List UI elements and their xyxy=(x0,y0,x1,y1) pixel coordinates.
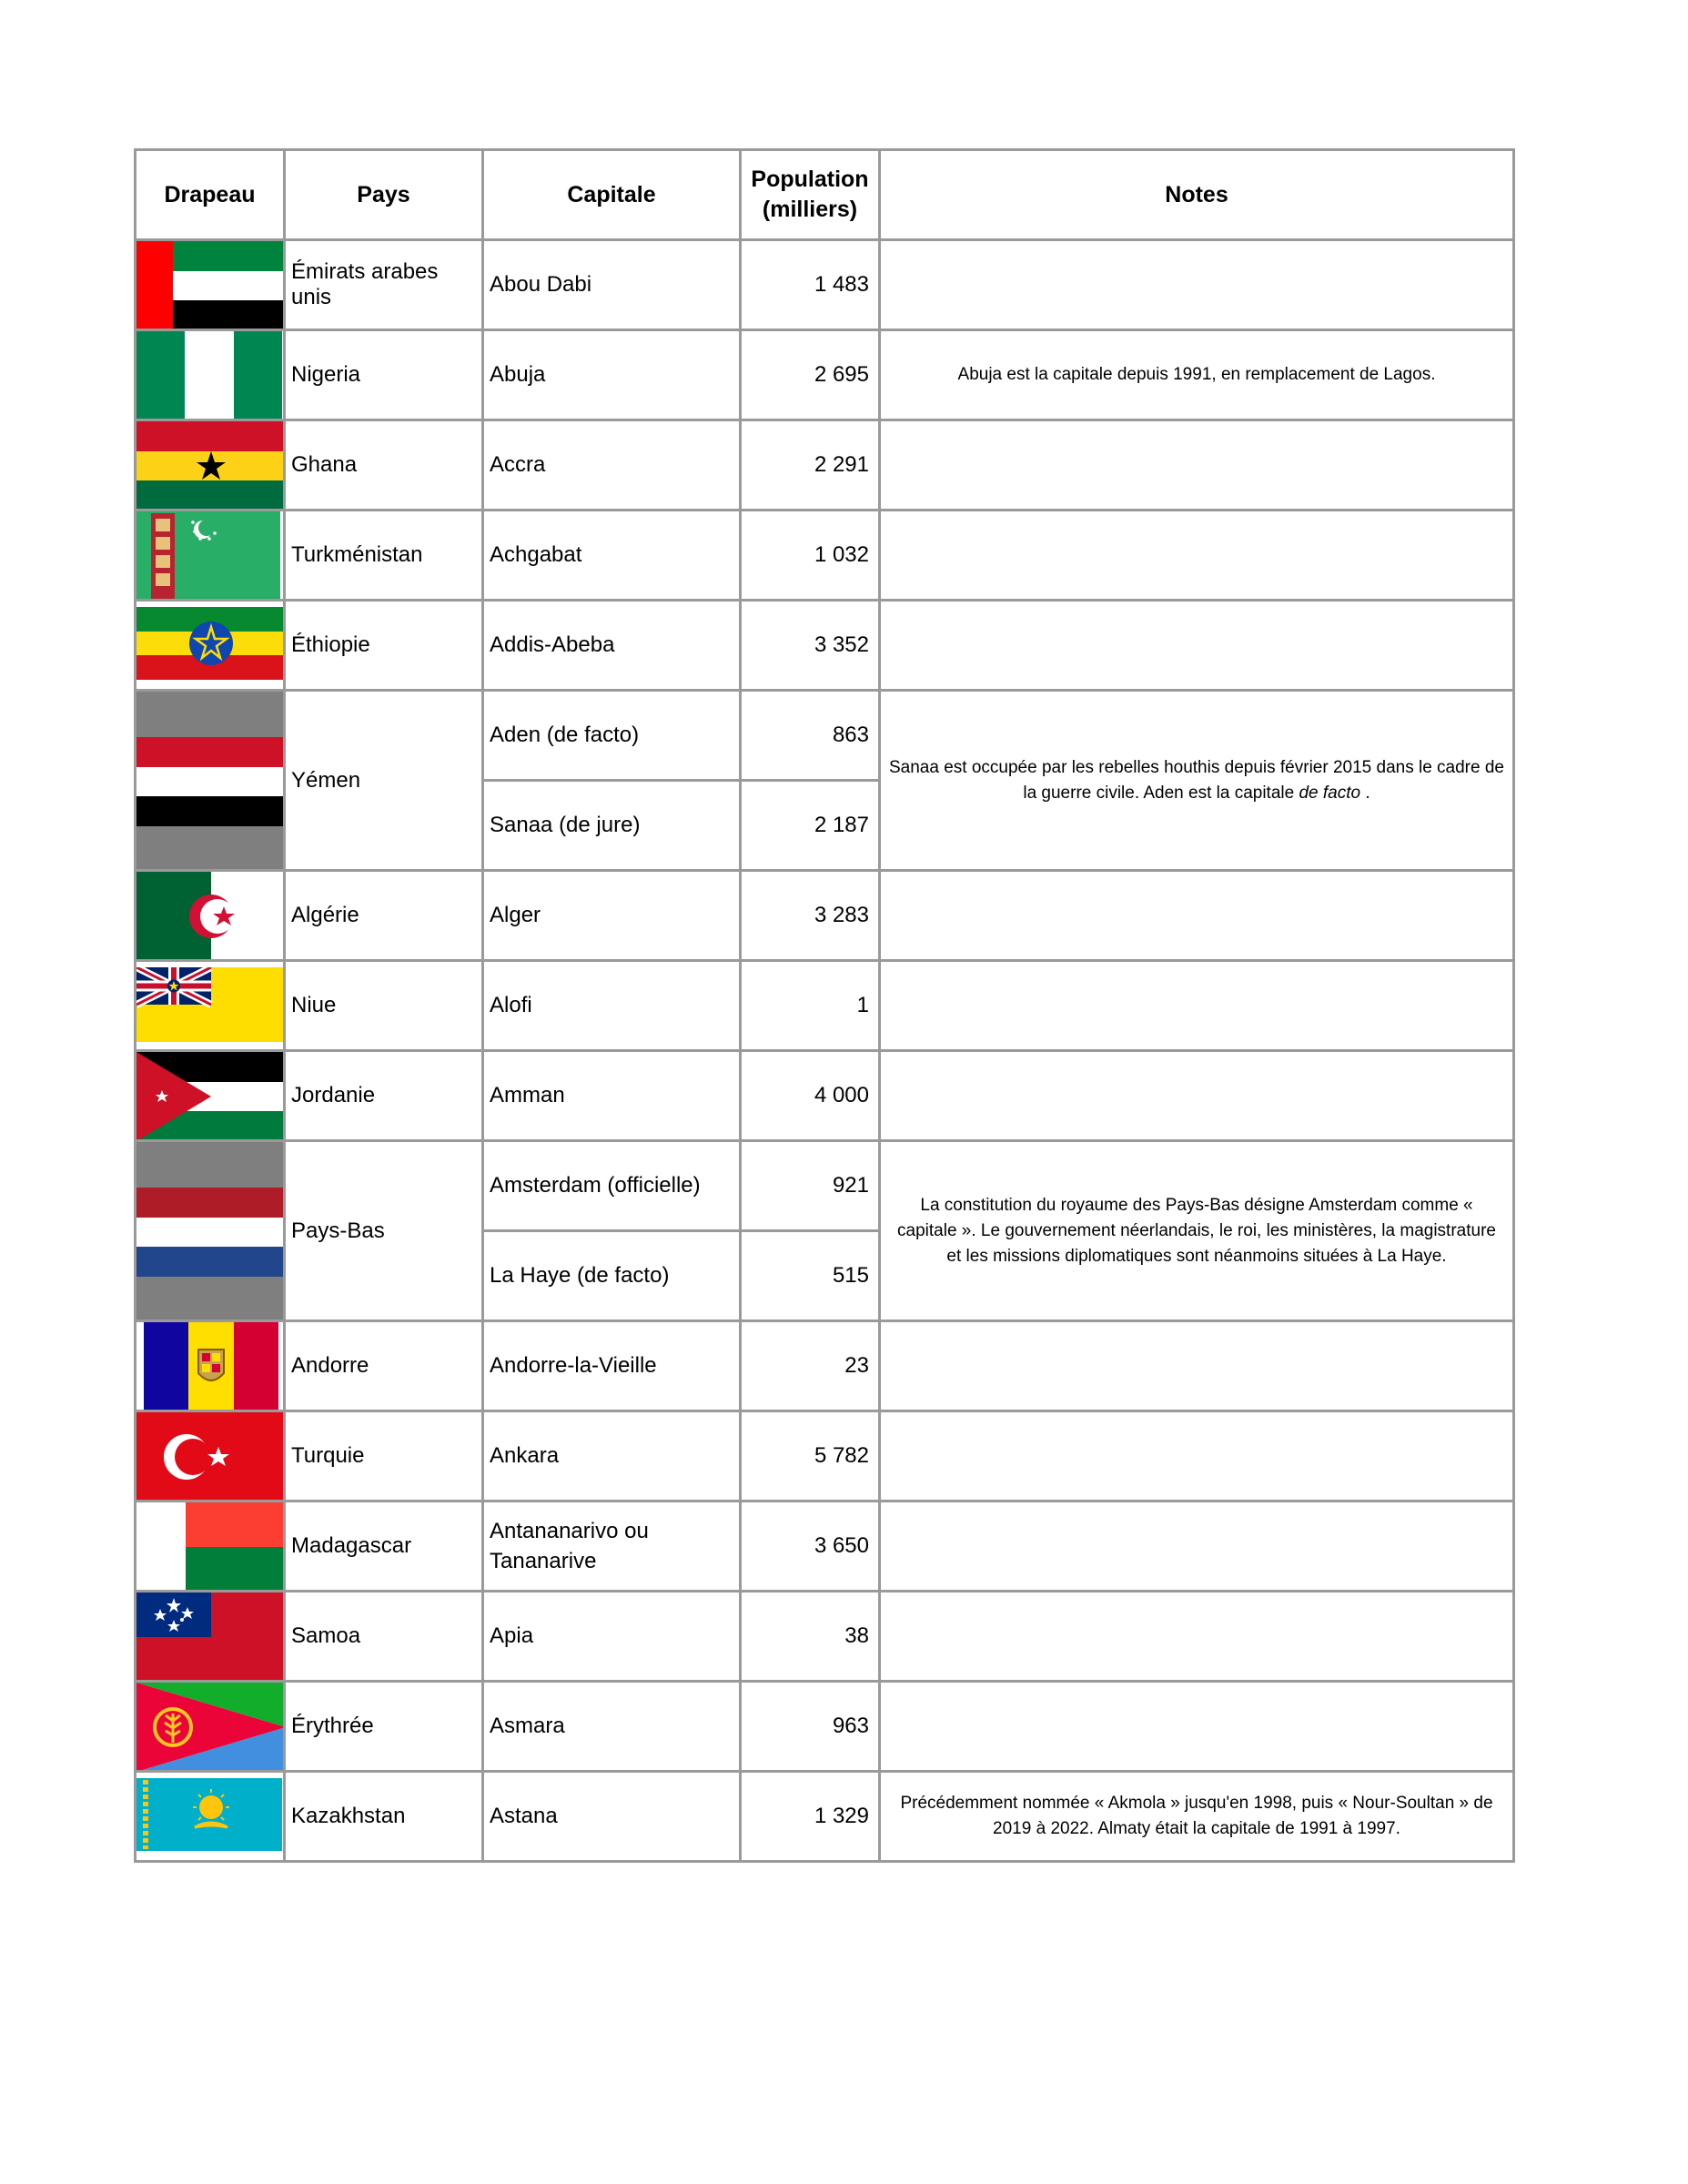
capital-cell: Antananarivo ou Tananarive xyxy=(483,1502,741,1592)
flag-cell xyxy=(136,1502,285,1592)
country-cell: Jordanie xyxy=(285,1051,483,1141)
capital-cell: Astana xyxy=(483,1772,741,1862)
flag-cell xyxy=(136,511,285,601)
algeria-flag-icon xyxy=(136,872,283,959)
population-cell: 921 xyxy=(741,1141,880,1231)
country-cell: Andorre xyxy=(285,1321,483,1411)
note-cell xyxy=(880,871,1514,961)
note-cell: Précédemment nommée « Akmola » jusqu'en 1998, puis « Nour-Soultan » de 2019 à 2022. Almaty était la capitale de 1991 à 1997. xyxy=(880,1772,1514,1862)
turkmenistan-flag-icon xyxy=(136,511,280,599)
country-cell: Nigeria xyxy=(285,330,483,420)
note-text: Sanaa est occupée par les rebelles houthis depuis février 2015 dans le cadre de la guerre civile. Aden est la capitale xyxy=(889,757,1504,803)
population-cell: 5 782 xyxy=(741,1411,880,1502)
country-cell: Pays-Bas xyxy=(285,1141,483,1321)
table-row xyxy=(136,1051,1514,1141)
flag-cell xyxy=(136,1411,285,1502)
country-cell: Kazakhstan xyxy=(285,1772,483,1862)
flag-cell xyxy=(136,240,285,330)
turkey-flag-icon xyxy=(136,1412,283,1500)
flag-cell xyxy=(136,1321,285,1411)
table-row xyxy=(136,1592,1514,1682)
capitals-table xyxy=(134,148,1515,1863)
flag-cell xyxy=(136,420,285,511)
population-cell: 1 xyxy=(741,961,880,1051)
note-cell: Abuja est la capitale depuis 1991, en remplacement de Lagos. xyxy=(880,330,1514,420)
population-cell: 2 695 xyxy=(741,330,880,420)
table-row xyxy=(136,240,1514,330)
population-cell: 23 xyxy=(741,1321,880,1411)
note-cell: La constitution du royaume des Pays-Bas désigne Amsterdam comme « capitale ». Le gouvernement néerlandais, le roi, les ministères, la magistrature et les missions diplomatiques sont néanmoins situées à La Haye. xyxy=(880,1141,1514,1321)
capital-cell: Addis-Abeba xyxy=(483,601,741,691)
uae-flag-icon xyxy=(136,241,283,329)
ethiopia-flag-icon xyxy=(136,607,283,680)
header-row xyxy=(136,150,1514,240)
capital-cell: Ankara xyxy=(483,1411,741,1502)
capital-cell: Amsterdam (officielle) xyxy=(483,1141,741,1231)
table-row xyxy=(136,871,1514,961)
eritrea-flag-icon xyxy=(136,1683,283,1770)
table-row xyxy=(136,330,1514,420)
note-cell xyxy=(880,420,1514,511)
capital-cell: La Haye (de facto) xyxy=(483,1231,741,1321)
capital-cell: Apia xyxy=(483,1592,741,1682)
country-cell: Yémen xyxy=(285,691,483,871)
madagascar-flag-icon xyxy=(136,1502,283,1590)
capital-cell: Amman xyxy=(483,1051,741,1141)
note-cell xyxy=(880,511,1514,601)
population-cell: 963 xyxy=(741,1682,880,1772)
population-cell: 3 352 xyxy=(741,601,880,691)
table-row xyxy=(136,961,1514,1051)
note-cell xyxy=(880,1051,1514,1141)
country-cell: Ghana xyxy=(285,420,483,511)
capital-cell: Alger xyxy=(483,871,741,961)
header-flag: Drapeau xyxy=(136,150,285,240)
country-cell: Émirats arabes unis xyxy=(285,240,483,330)
note-cell xyxy=(880,691,1514,871)
flag-cell xyxy=(136,1772,285,1862)
flag-cell xyxy=(136,1141,285,1321)
flag-cell xyxy=(136,1682,285,1772)
capital-cell: Accra xyxy=(483,420,741,511)
flag-cell xyxy=(136,1592,285,1682)
note-cell xyxy=(880,1321,1514,1411)
table-row xyxy=(136,1682,1514,1772)
population-cell: 38 xyxy=(741,1592,880,1682)
population-cell: 4 000 xyxy=(741,1051,880,1141)
population-cell: 2 291 xyxy=(741,420,880,511)
note-cell xyxy=(880,601,1514,691)
table-row xyxy=(136,1141,1514,1231)
table-row xyxy=(136,420,1514,511)
flag-cell xyxy=(136,330,285,420)
flag-cell xyxy=(136,1051,285,1141)
country-cell: Éthiopie xyxy=(285,601,483,691)
header-country: Pays xyxy=(285,150,483,240)
nigeria-flag-icon xyxy=(136,331,282,419)
note-cell xyxy=(880,1411,1514,1502)
population-cell: 1 032 xyxy=(741,511,880,601)
population-cell: 1 483 xyxy=(741,240,880,330)
flag-cell xyxy=(136,871,285,961)
capital-cell: Andorre-la-Vieille xyxy=(483,1321,741,1411)
table-row xyxy=(136,1502,1514,1592)
table-row xyxy=(136,511,1514,601)
population-cell: 863 xyxy=(741,691,880,781)
country-cell: Érythrée xyxy=(285,1682,483,1772)
table-row xyxy=(136,691,1514,781)
population-cell: 515 xyxy=(741,1231,880,1321)
country-cell: Turquie xyxy=(285,1411,483,1502)
country-cell: Niue xyxy=(285,961,483,1051)
note-cell xyxy=(880,961,1514,1051)
note-cell xyxy=(880,1502,1514,1592)
capital-cell: Abuja xyxy=(483,330,741,420)
capital-cell: Achgabat xyxy=(483,511,741,601)
jordan-flag-icon xyxy=(136,1052,283,1139)
yemen-flag-icon xyxy=(136,737,283,826)
kazakhstan-flag-icon xyxy=(136,1778,282,1851)
flag-cell xyxy=(136,691,285,871)
population-cell: 2 187 xyxy=(741,781,880,871)
note-cell xyxy=(880,240,1514,330)
capital-cell: Sanaa (de jure) xyxy=(483,781,741,871)
table-row xyxy=(136,601,1514,691)
note-emphasis: de facto xyxy=(1299,783,1361,803)
andorra-flag-icon xyxy=(144,1322,278,1410)
country-cell: Samoa xyxy=(285,1592,483,1682)
capital-cell: Asmara xyxy=(483,1682,741,1772)
country-cell: Turkménistan xyxy=(285,511,483,601)
samoa-flag-icon xyxy=(136,1592,283,1680)
capital-cell: Alofi xyxy=(483,961,741,1051)
header-capital: Capitale xyxy=(483,150,741,240)
note-text-end: . xyxy=(1360,783,1370,803)
country-cell: Madagascar xyxy=(285,1502,483,1592)
header-population: Population (milliers) xyxy=(741,150,880,240)
ghana-flag-icon xyxy=(136,421,283,509)
population-cell: 3 650 xyxy=(741,1502,880,1592)
table-row xyxy=(136,1411,1514,1502)
table-row xyxy=(136,1321,1514,1411)
capital-cell: Abou Dabi xyxy=(483,240,741,330)
note-cell xyxy=(880,1592,1514,1682)
flag-cell xyxy=(136,601,285,691)
country-cell: Algérie xyxy=(285,871,483,961)
table-row xyxy=(136,1772,1514,1862)
capital-cell: Aden (de facto) xyxy=(483,691,741,781)
population-cell: 1 329 xyxy=(741,1772,880,1862)
population-cell: 3 283 xyxy=(741,871,880,961)
netherlands-flag-icon xyxy=(136,1188,283,1277)
header-notes: Notes xyxy=(880,150,1514,240)
niue-flag-icon xyxy=(136,967,283,1042)
flag-cell xyxy=(136,961,285,1051)
note-cell xyxy=(880,1682,1514,1772)
